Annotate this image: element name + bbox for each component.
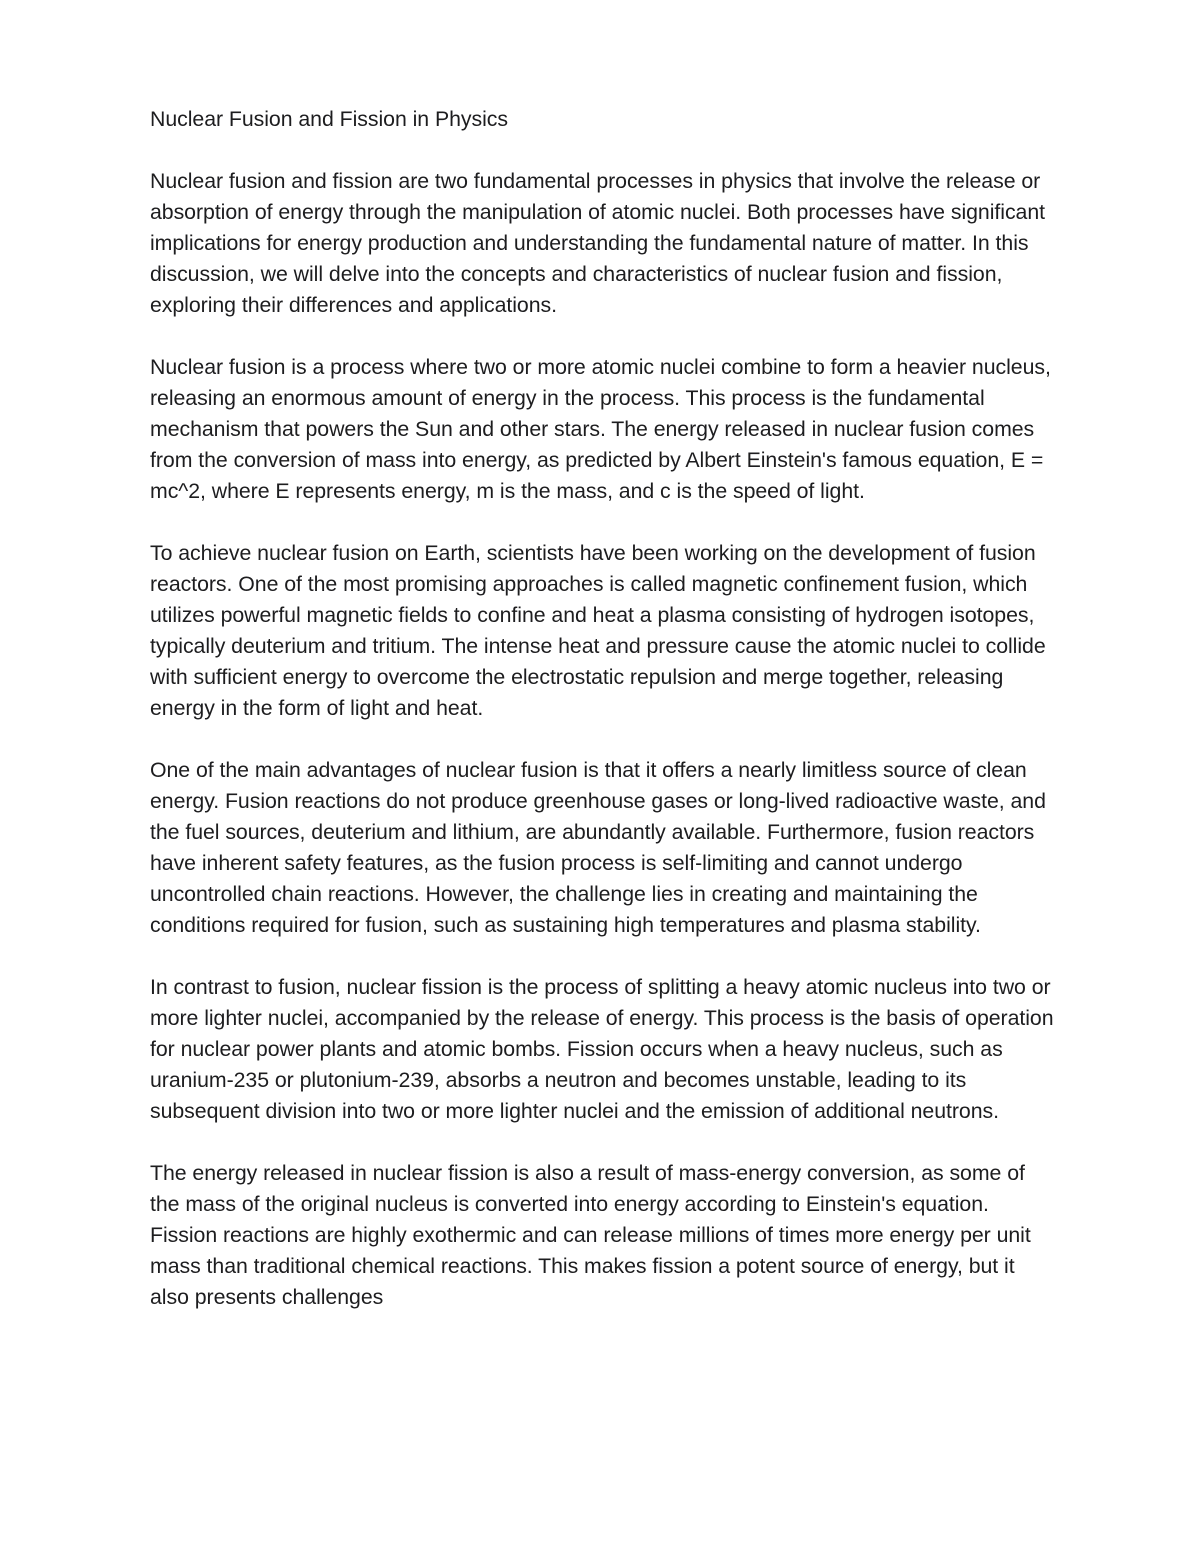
paragraph-fission-energy: The energy released in nuclear fission is also a result of mass-energy conversion, as some of the mass of the original nucleus is converted into energy according to Einstein's equation. Fission reactions are highly exothermic and can release millions of times more energy per unit mass than traditional chemical reactions. This makes fission a potent source of energy, but it also presents challenges [150, 1161, 1031, 1309]
document-body [150, 104, 1055, 1313]
paragraph-fusion-reactors: To achieve nuclear fusion on Earth, scientists have been working on the development of fusion reactors. One of the most promising approaches is called magnetic confinement fusion, which utilizes powerful magnetic fields to confine and heat a plasma consisting of hydrogen isotopes, typically deuterium and tritium. The intense heat and pressure cause the atomic nuclei to collide with sufficient energy to overcome the electrostatic repulsion and merge together, releasing energy in the form of light and heat. [150, 541, 1046, 720]
paragraph-introduction: Nuclear fusion and fission are two fundamental processes in physics that involve the release or absorption of energy through the manipulation of atomic nuclei. Both processes have significant implications for energy production and understanding the fundamental nature of matter. In this discussion, we will delve into the concepts and characteristics of nuclear fusion and fission, exploring their differences and applications. [150, 169, 1045, 317]
paragraph-fusion-advantages: One of the main advantages of nuclear fusion is that it offers a nearly limitless source of clean energy. Fusion reactions do not produce greenhouse gases or long-lived radioactive waste, and the fuel sources, deuterium and lithium, are abundantly available. Furthermore, fusion reactors have inherent safety features, as the fusion process is self-limiting and cannot undergo uncontrolled chain reactions. However, the challenge lies in creating and maintaining the conditions required for fusion, such as sustaining high temperatures and plasma stability. [150, 758, 1046, 937]
document-title: Nuclear Fusion and Fission in Physics [150, 107, 508, 131]
paragraph-fusion-definition: Nuclear fusion is a process where two or more atomic nuclei combine to form a heavier nucleus, releasing an enormous amount of energy in the process. This process is the fundamental mechanism that powers the Sun and other stars. The energy released in nuclear fusion comes from the conversion of mass into energy, as predicted by Albert Einstein's famous equation, E = mc^2, where E represents energy, m is the mass, and c is the speed of light. [150, 355, 1051, 503]
paragraph-fission-definition: In contrast to fusion, nuclear fission is the process of splitting a heavy atomic nucleus into two or more lighter nuclei, accompanied by the release of energy. This process is the basis of operation for nuclear power plants and atomic bombs. Fission occurs when a heavy nucleus, such as uranium-235 or plutonium-239, absorbs a neutron and becomes unstable, leading to its subsequent division into two or more lighter nuclei and the emission of additional neutrons. [150, 975, 1054, 1123]
